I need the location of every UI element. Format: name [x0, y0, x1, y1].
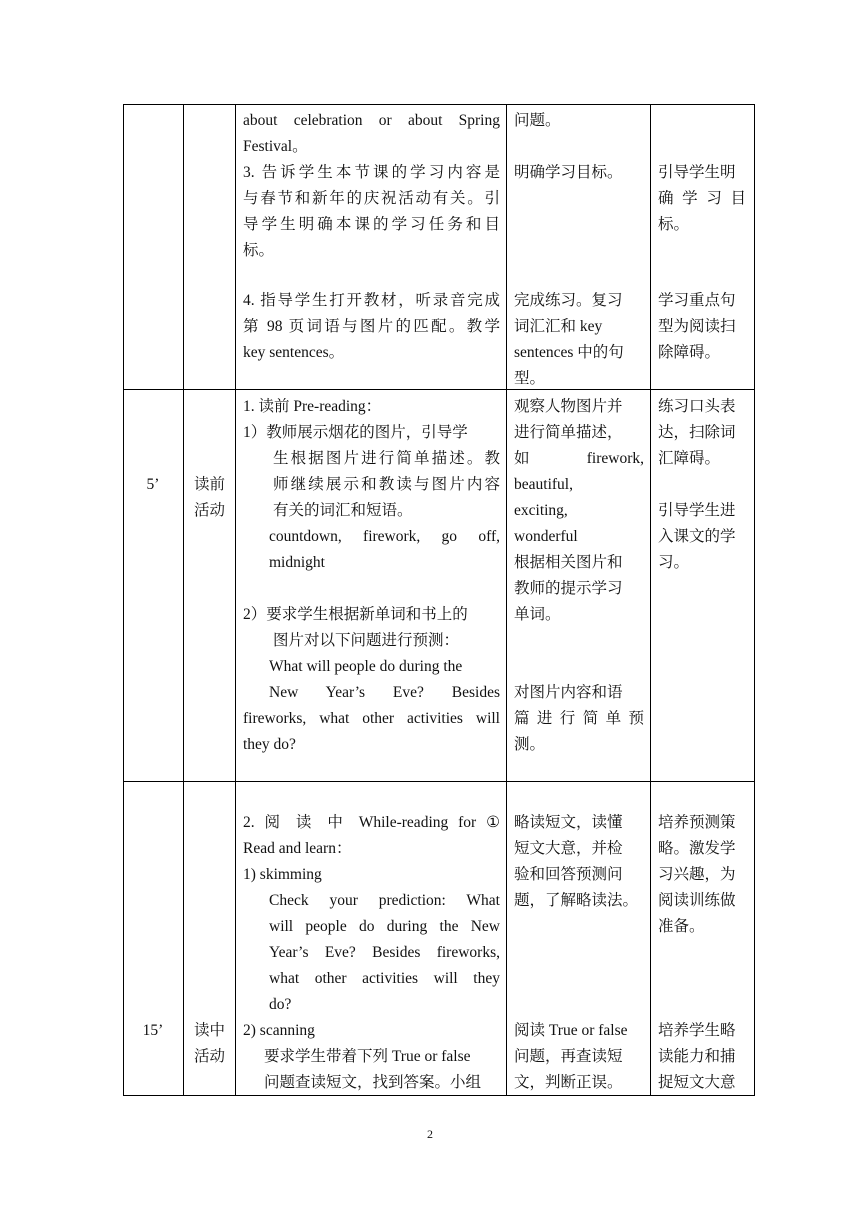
teacher-activity-line: Festival。 [243, 138, 308, 155]
student-activity-line: 如 firework, [514, 450, 644, 467]
student-activity-line: 文，判断正误。 [514, 1074, 623, 1091]
teacher-activity-line: 4. 指导学生打开教材，听录音完成 [243, 292, 500, 309]
teacher-activity-line: New Year’s Eve? Besides [269, 684, 500, 701]
teacher-activity-line: Year’s Eve? Besides fireworks, [269, 944, 500, 961]
teacher-activity-line: will people do during the New [269, 918, 500, 935]
purpose-line: 型为阅读扫 [658, 318, 736, 335]
teacher-activity-line: What will people do during the [269, 658, 463, 675]
teacher-activity-line: 1）教师展示烟花的图片，引导学 [243, 424, 468, 441]
purpose-line: 阅读训练做 [658, 892, 736, 909]
student-activity-line: 阅读 True or false [514, 1022, 628, 1039]
student-activity-line: 问题。 [514, 112, 561, 129]
row-divider [123, 781, 755, 782]
teacher-activity-line: Read and learn： [243, 840, 352, 857]
purpose-line: 学习重点句 [658, 292, 736, 309]
student-activity-line: beautiful, [514, 476, 573, 493]
teacher-activity-line: 与春节和新年的庆祝活动有关。引 [243, 190, 500, 207]
column-divider [506, 104, 507, 1096]
teacher-activity-line: 标。 [243, 242, 275, 259]
row-divider [123, 389, 755, 390]
teacher-activity-line: 导学生明确本课的学习任务和目 [243, 216, 500, 233]
page-number: 2 [427, 1127, 433, 1141]
student-activity-line: exciting, [514, 502, 568, 519]
teacher-activity-line: about celebration or about Spring [243, 112, 500, 129]
teacher-activity-line: do? [269, 996, 292, 1013]
student-activity-line: 测。 [514, 736, 546, 753]
teacher-activity-line: 1) skimming [243, 866, 322, 883]
purpose-line: 培养预测策 [658, 814, 736, 831]
purpose-line: 读能力和捕 [658, 1048, 736, 1065]
student-activity-line: 单词。 [514, 606, 561, 623]
student-activity-line: 略读短文，读懂 [514, 814, 623, 831]
column-divider [650, 104, 651, 1096]
student-activity-line: 短文大意，并检 [514, 840, 623, 857]
student-activity-line: 进行简单描述， [514, 424, 623, 441]
purpose-line: 除障碍。 [658, 344, 721, 361]
purpose-line: 引导学生明 [658, 164, 736, 181]
teacher-activity-line: they do? [243, 736, 296, 753]
stage-cell-line: 读中 [193, 1022, 225, 1039]
purpose-line: 习。 [658, 554, 690, 571]
purpose-line: 培养学生略 [658, 1022, 736, 1039]
time-cell: 5’ [146, 476, 160, 493]
table-border-top [123, 104, 755, 105]
teacher-activity-line: 2) scanning [243, 1022, 315, 1039]
student-activity-line: 教师的提示学习 [514, 580, 623, 597]
teacher-activity-line: 2）要求学生根据新单词和书上的 [243, 606, 468, 623]
student-activity-line: 根据相关图片和 [514, 554, 623, 571]
student-activity-line: 篇 进 行 简 单 预 [514, 710, 644, 727]
student-activity-line: 明确学习目标。 [514, 164, 623, 181]
student-activity-line: 观察人物图片并 [514, 398, 623, 415]
teacher-activity-line: Check your prediction: What [269, 892, 500, 909]
student-activity-line: 对图片内容和语 [514, 684, 623, 701]
purpose-line: 练习口头表 [658, 398, 736, 415]
teacher-activity-line: 生根据图片进行简单描述。教 [273, 450, 500, 467]
teacher-activity-line: countdown, firework, go off, [269, 528, 500, 545]
student-activity-line: 完成练习。复习 [514, 292, 623, 309]
table-border-right [754, 104, 755, 1096]
teacher-activity-line: key sentences。 [243, 344, 345, 361]
teacher-activity-line: 图片对以下问题进行预测： [273, 632, 460, 649]
teacher-activity-line: 第 98 页词语与图片的匹配。教学 [243, 318, 500, 335]
teacher-activity-line: 问题查读短文，找到答案。小组 [264, 1074, 482, 1091]
purpose-line: 准备。 [658, 918, 705, 935]
column-divider [235, 104, 236, 1096]
lesson-plan-table [123, 104, 755, 1096]
teacher-activity-line: 有关的词汇和短语。 [273, 502, 413, 519]
purpose-line: 汇障碍。 [658, 450, 721, 467]
purpose-line: 达，扫除词 [658, 424, 736, 441]
purpose-line: 引导学生进 [658, 502, 736, 519]
teacher-activity-line: midnight [269, 554, 325, 571]
table-border-left [123, 104, 124, 1096]
teacher-activity-line: 3. 告诉学生本节课的学习内容是 [243, 164, 500, 181]
teacher-activity-line: 2. 阅 读 中 While-reading for ① [243, 814, 500, 831]
purpose-line: 略。激发学 [658, 840, 736, 857]
purpose-line: 入课文的学 [658, 528, 736, 545]
teacher-activity-line: 要求学生带着下列 True or false [264, 1048, 471, 1065]
teacher-activity-line: what other activities will they [269, 970, 500, 987]
purpose-line: 习兴趣，为 [658, 866, 736, 883]
student-activity-line: sentences 中的句 [514, 344, 624, 361]
purpose-line: 标。 [658, 216, 690, 233]
stage-cell-line: 读前 [193, 476, 225, 493]
student-activity-line: 题，了解略读法。 [514, 892, 639, 909]
stage-cell-line: 活动 [193, 502, 225, 519]
teacher-activity-line: 1. 读前 Pre-reading： [243, 398, 382, 415]
student-activity-line: 问题，再查读短 [514, 1048, 623, 1065]
student-activity-line: 型。 [514, 370, 546, 387]
student-activity-line: wonderful [514, 528, 578, 545]
stage-cell-line: 活动 [193, 1048, 225, 1065]
student-activity-line: 验和回答预测问 [514, 866, 623, 883]
column-divider [183, 104, 184, 1096]
time-cell: 15’ [142, 1022, 164, 1039]
teacher-activity-line: 师继续展示和教读与图片内容 [273, 476, 500, 493]
purpose-line: 捉短文大意 [658, 1074, 736, 1091]
purpose-line: 确 学 习 目 [658, 190, 746, 207]
teacher-activity-line: fireworks, what other activities will [243, 710, 500, 727]
student-activity-line: 词汇汇和 key [514, 318, 603, 335]
